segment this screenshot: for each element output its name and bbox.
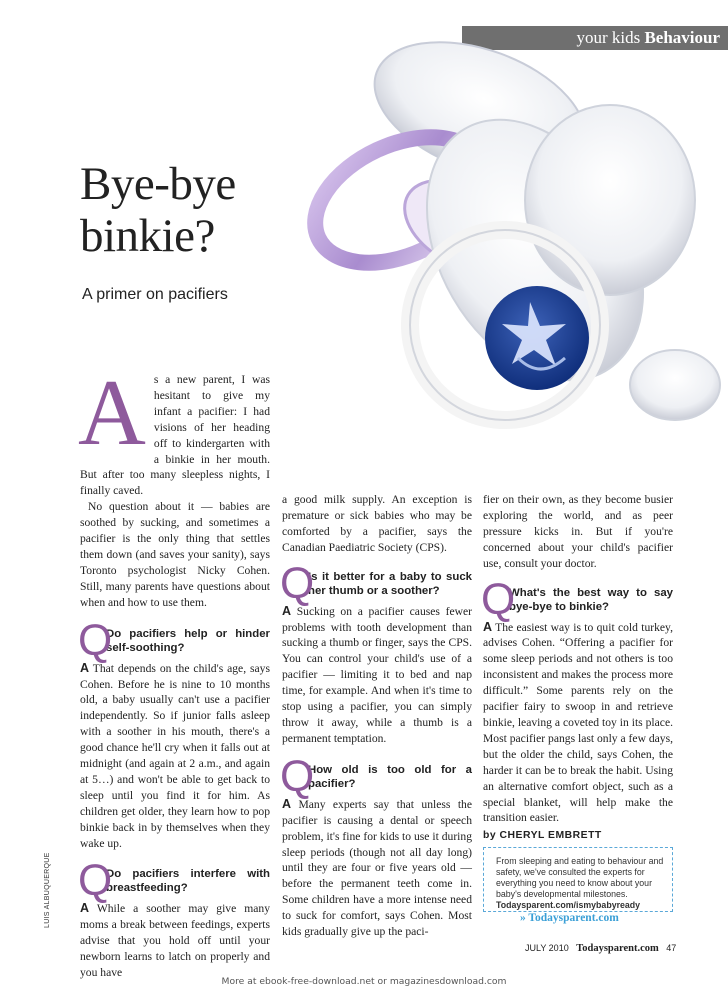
section-name: Behaviour: [644, 28, 720, 47]
question-2-text: Do pacifiers interfere with breastfeeding?: [106, 868, 270, 895]
q-mark: Q: [481, 574, 516, 624]
column-3: [483, 492, 673, 844]
folio-brand: Todaysparent.com: [576, 943, 659, 954]
question-3: [280, 558, 472, 608]
title-line-2: binkie?: [80, 210, 215, 262]
answer-a-letter: A: [282, 603, 292, 618]
answer-1-text: That depends on the child's age, says Cohen. Before he is nine to 10 months old, a baby usually can't use a pacifier independently. So if junior falls asleep with a soother in his mouth, there's a good chance he'll cry when it falls out at midnight (and again at 2 a.m., and again at 5…) and won't be able to get back to sleep until you find it for him. As children get older, they learn how to pop binkie back in by themselves when they wake up.: [80, 661, 270, 850]
pacifier-photo: [290, 40, 728, 460]
byline: by CHERYL EMBRETT: [483, 830, 602, 842]
question-3-text: Is it better for a baby to suck her thumb or a soother?: [308, 570, 472, 597]
photo-credit: LUIS ALBUQUERQUE: [44, 852, 51, 928]
answer-3-text: Sucking on a pacifier causes fewer problems with tooth development than sucking a thumb or finger, says the CPS. You can control your child's use of a pacifier — limiting it to bed and nap time, for example. And when it's time to stop using a pacifier, you can simply throw it away, while a thumb is a permanent temptation.: [282, 604, 472, 745]
answer-a-letter: A: [483, 619, 493, 634]
intro-text: s a new parent, I was hesitant to give my infant a pacifier: I had visions of her heading off to kindergarten with a binkie in her mouth. But after too many sleepless nights, I finally caved.: [80, 373, 270, 498]
answer-4: [282, 797, 472, 940]
intro-paragraph-2: No question about it — babies are soothed by sucking, and sometimes a pacifier is the only thing that settles them down (and saves your sanity), says Toronto psychologist Nicky Cohen. Still, many parents have questions about when and how to use them.: [80, 500, 270, 609]
question-4: [280, 751, 472, 801]
answer-a-letter: A: [80, 901, 90, 916]
question-2: [78, 856, 270, 906]
column-2: [282, 492, 472, 940]
intro-paragraph: [78, 361, 270, 499]
answer-4-text: Many experts say that unless the pacifier is causing a dental or speech problem, it's fine for kids to use it during sleep periods (though not all day long) until they are four or five years old — before the permanent teeth come in. Some children have a more intense need to suck for comfort, says Cohen. Most kids gradually give up the paci-: [282, 797, 472, 939]
arrow-icon: »: [520, 912, 526, 924]
column-3-top-text: fier on their own, as they become busier exploring the world, and as peer pressure kicks in. But if you're concerned about your child's pacifier use, consult your doctor.: [483, 493, 673, 570]
answer-a-letter: A: [282, 796, 292, 811]
question-1-text: Do pacifiers help or hinder self-soothing?: [106, 627, 270, 654]
promo-box: [483, 847, 673, 912]
folio-date: JULY 2010: [525, 943, 569, 953]
article-title: [80, 158, 236, 262]
question-5-text: What's the best way to say bye-bye to binkie?: [509, 586, 673, 613]
title-line-1: Bye-bye: [80, 158, 236, 210]
answer-3: [282, 604, 472, 747]
question-5: [481, 574, 673, 624]
question-4-text: How old is too old for a pacifier?: [308, 763, 472, 790]
question-1: [78, 615, 270, 665]
answer-5: [483, 620, 673, 827]
q-mark: Q: [280, 751, 315, 801]
answer-a-letter: A: [80, 660, 90, 675]
column-1: [78, 361, 270, 981]
promo-brand-text: Todaysparent.com: [528, 912, 619, 924]
promo-brand[interactable]: [520, 912, 619, 924]
answer-2-text: While a soother may give many moms a break between feedings, experts advise that you hold off until your newborn learns to latch on properly and you have: [80, 902, 270, 980]
section-prefix: your kids: [576, 28, 641, 47]
answer-5-text: The easiest way is to quit cold turkey, advises Cohen. “Offering a pacifier for some sleep periods and not others is too inconsistent and makes the process more difficult.” Some parents rely on the pacifier fairy to swoop in and retrieve binkie, leaving a coveted toy in its place. Most pacifier pangs last only a few days, but the older the child, says Cohen, the harder it can be to break the habit. Using an alternative comfort object, such as a special blanket, will help make the transition easier.: [483, 620, 673, 825]
promo-link[interactable]: Todaysparent.com/ismybabyready: [496, 900, 641, 910]
column-2-top-text: a good milk supply. An exception is premature or sick babies who may be comforted by a pacifier, says the Canadian Paediatric Society (CPS).: [282, 493, 472, 554]
download-footer: More at ebook-free-download.net or magazinesdownload.com: [221, 976, 507, 987]
q-mark: Q: [280, 558, 315, 608]
q-mark: Q: [78, 615, 113, 665]
answer-1: [80, 661, 270, 852]
article-subtitle: A primer on pacifiers: [82, 286, 228, 303]
answer-2: [80, 901, 270, 981]
page-number: 47: [666, 943, 677, 953]
page-folio: [525, 943, 676, 954]
drop-cap: A: [78, 361, 146, 465]
promo-text: From sleeping and eating to behaviour and safety, we've consulted the experts for everything you need to know about your baby's developmental milestones.: [496, 856, 664, 899]
q-mark: Q: [78, 856, 113, 906]
